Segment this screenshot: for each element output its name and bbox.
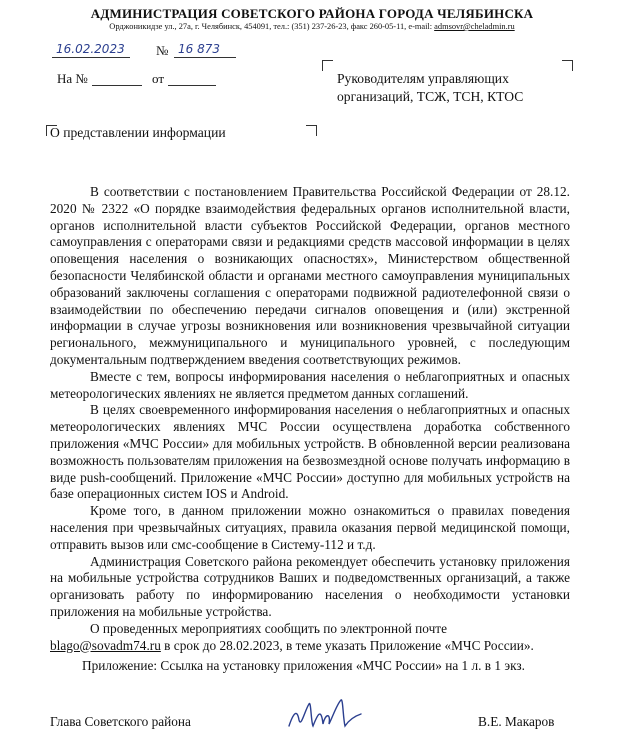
recipient-corner-left bbox=[322, 60, 333, 71]
letter-body bbox=[50, 184, 570, 675]
handwritten-signature bbox=[285, 696, 365, 736]
recipient-block bbox=[337, 70, 523, 106]
registration-date-field bbox=[52, 42, 130, 58]
paragraph: В соответствии с постановлением Правительства Российской Федерации от 28.12. 2020 № 2322 «О порядке взаимодействия федеральных органов исполнительной власти, органов исполнительной власти субъектов Российской Федерации, органов местного самоуправления с операторами связи и редакциями средств массовой информации в целях оповещения населения о возникающих опасностях», Министерством общественной безопасности Челябинской области и органами местного самоуправления муниципальных образований заключены соглашения с операторами подвижной радиотелефонной связи о взаимодействии по обеспечению передачи сигналов оповещения и (или) экстренной информации в случае угрозы возникновения или возникновения чрезвычайной ситуации регионального, межмуниципального и муниципального уровней, с последующим документальным подтверждением введения соответствующих режимов. bbox=[50, 184, 570, 367]
registration-date: 16.02.2023 bbox=[56, 42, 125, 56]
contact-email-link[interactable]: blago@sovadm74.ru bbox=[50, 637, 161, 653]
signatory-name: В.Е. Макаров bbox=[478, 714, 555, 729]
recipient-corner-right bbox=[562, 60, 573, 71]
address-text: Орджоникидзе ул., 27а, г. Челябинск, 454091, тел.: (351) 237-26-23, факс 260-05-11, e-mail: bbox=[109, 22, 435, 31]
reply-date-blank bbox=[168, 71, 216, 86]
paragraph: Вместе с тем, вопросы информирования населения о неблагоприятных и опасных метеорологических явлениях не является предметом данных соглашений. bbox=[50, 368, 570, 401]
registration-number-field bbox=[174, 42, 236, 58]
paragraph: В целях своевременного информирования населения о неблагоприятных и опасных метеорологических явлениях МЧС России осуществлена доработка собственного приложения «МЧС России» для мобильных устройств. В обновленной версии реализована возможность пользователям приложения на безвозмездной основе получать информацию в виде push-сообщений. Приложение «МЧС России» доступно для мобильных устройств на базе операционных систем IOS и Android. bbox=[50, 402, 570, 502]
organization-address bbox=[0, 22, 624, 31]
recipient-line-2: организаций, ТСЖ, ТСН, КТОС bbox=[337, 89, 524, 104]
signatory-position: Глава Советского района bbox=[50, 714, 191, 729]
reply-number-label: На № bbox=[57, 71, 88, 86]
letter-subject: О представлении информации bbox=[50, 125, 226, 140]
reply-date-label: от bbox=[152, 71, 165, 86]
organization-title: АДМИНИСТРАЦИЯ СОВЕТСКОГО РАЙОНА ГОРОДА ЧЕЛЯБИНСКА bbox=[90, 6, 534, 21]
contact-line-1: О проведенных мероприятиях сообщить по электронной почте bbox=[90, 620, 448, 636]
contact-line-2: в срок до 28.02.2023, в теме указать Приложение «МЧС России». bbox=[160, 637, 534, 653]
subject-corner-right bbox=[306, 125, 317, 136]
attachment-line: Приложение: Ссылка на установку приложения «МЧС России» на 1 л. в 1 экз. bbox=[82, 658, 525, 674]
contact-paragraph bbox=[50, 621, 570, 638]
header-email-link[interactable]: admsovr@cheladmin.ru bbox=[434, 22, 515, 31]
reply-number-blank bbox=[92, 71, 142, 86]
paragraph: Администрация Советского района рекомендует обеспечить установку приложения на мобильные устройства сотрудников Ваших и подведомственных организаций, а также организовать работу по информированию населения о необходимости установки приложения на мобильные устройства. bbox=[50, 553, 570, 619]
registration-number: 16 873 bbox=[178, 42, 220, 56]
recipient-line-1: Руководителям управляющих bbox=[337, 71, 509, 86]
registration-number-label: № bbox=[156, 43, 169, 58]
paragraph: Кроме того, в данном приложении можно ознакомиться о правилах поведения населения при чрезвычайных ситуациях, правила оказания первой медицинской помощи, отправить вызов или смс-сообщение в Систему-112 и т.д. bbox=[50, 503, 570, 552]
contact-paragraph-cont bbox=[50, 638, 570, 655]
